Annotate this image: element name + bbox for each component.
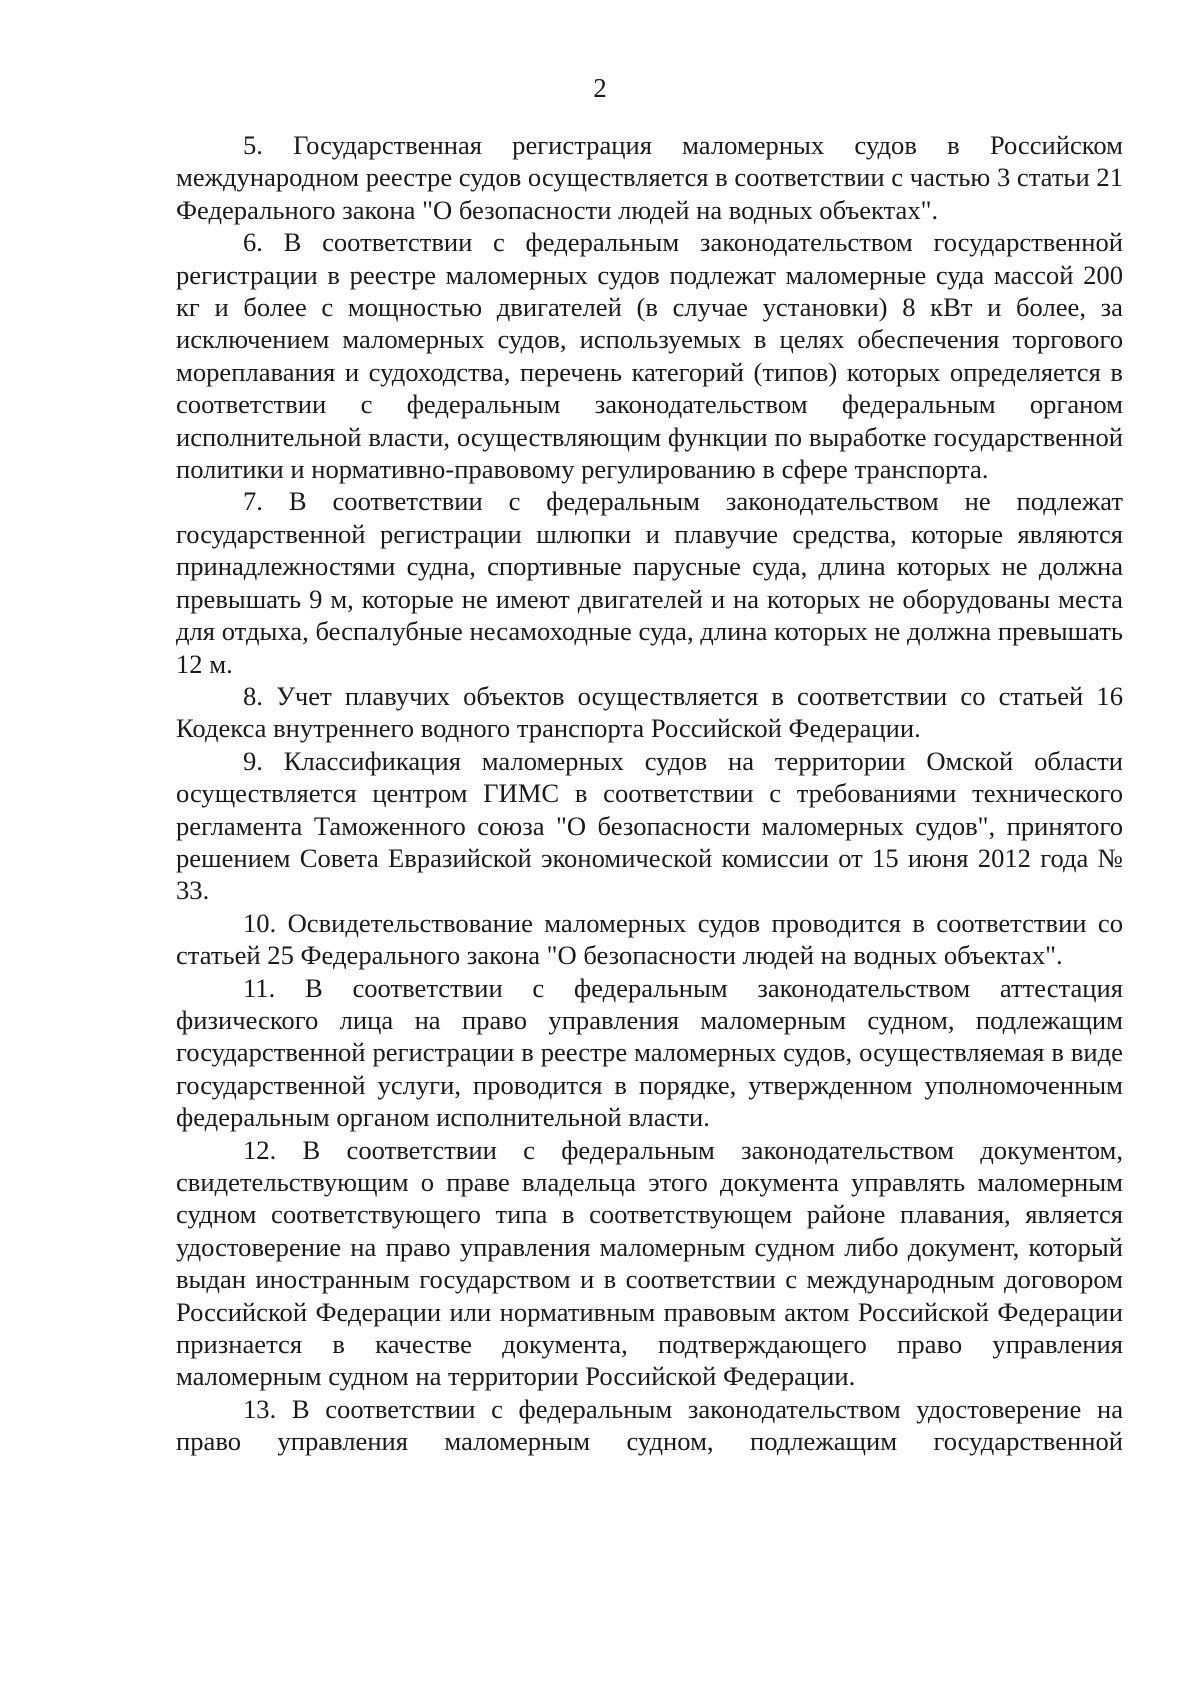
paragraph-5: 5. Государственная регистрация маломерных судов в Российском международном реестре судов осуществляется в соответствии с частью 3 статьи 21 Федерального закона "О безопасности людей на водных объектах". [176,130,1123,225]
paragraph-12: 12. В соответствии с федеральным законодательством документом, свидетельствующим о праве владельца этого документа управлять маломерным судном соответствующего типа в соответствующем районе плавания, является удостоверение на право управления маломерным судном либо документ, который выдан иностранным государством и в соответствии с международным договором Российской Федерации или нормативным правовым актом Российской Федерации признается в качестве документа, подтверждающего право управления маломерным судном на территории Российской Федерации. [176,1134,1123,1392]
paragraph-10: 10. Освидетельствование маломерных судов проводится в соответствии со статьей 25 Федерального закона "О безопасности людей на водных объектах". [176,907,1123,971]
paragraph-6: 6. В соответствии с федеральным законодательством государственной регистрации в реестре маломерных судов подлежат маломерные суда массой 200 кг и более с мощностью двигателей (в случае установки) 8 кВт и более, за исключением маломерных судов, используемых в целях обеспечения торгового мореплавания и судоходства, перечень категорий (типов) которых определяется в соответствии с федеральным законодательством федеральным органом исполнительной власти, осуществляющим функции по выработке государственной политики и нормативно-правовому регулированию в сфере транспорта. [176,227,1123,485]
document-body [176,129,1123,1458]
paragraph-7: 7. В соответствии с федеральным законодательством не подлежат государственной регистрации шлюпки и плавучие средства, которые являются принадлежностями судна, спортивные парусные суда, длина которых не должна превышать 9 м, которые не имеют двигателей и на которых не оборудованы места для отдыха, беспалубные несамоходные суда, длина которых не должна превышать 12 м. [176,486,1123,679]
paragraph-13: 13. В соответствии с федеральным законодательством удостоверение на право управления маломерным судном, подлежащим государственной [176,1393,1123,1457]
paragraph-11: 11. В соответствии с федеральным законодательством аттестация физического лица на право управления маломерным судном, подлежащим государственной регистрации в реестре маломерных судов, осуществляемая в виде государственной услуги, проводится в порядке, утвержденном уполномоченным федеральным органом исполнительной власти. [176,972,1123,1133]
paragraph-8: 8. Учет плавучих объектов осуществляется в соответствии со статьей 16 Кодекса внутреннего водного транспорта Российской Федерации. [176,680,1123,744]
paragraph-9: 9. Классификация маломерных судов на территории Омской области осуществляется центром ГИМС в соответствии с требованиями технического регламента Таможенного союза "О безопасности маломерных судов", принятого решением Совета Евразийской экономической комиссии от 15 июня 2012 года № 33. [176,745,1123,906]
page-number: 2 [593,73,607,103]
